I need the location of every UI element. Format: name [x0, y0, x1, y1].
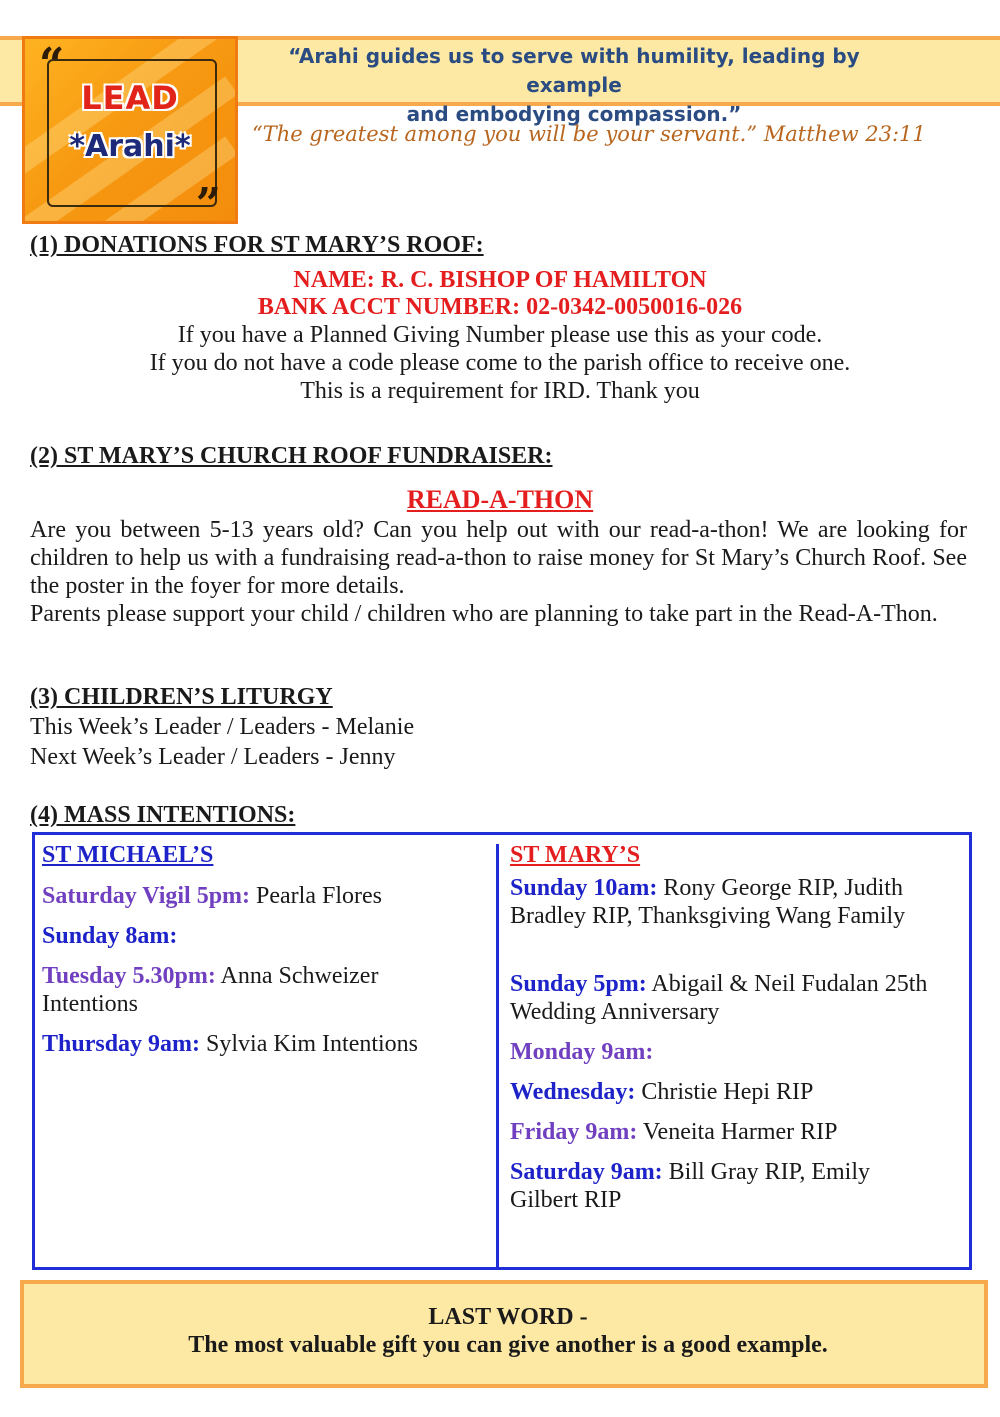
mass-entry-text: Anna Schweizer Intentions — [42, 963, 379, 1017]
donations-account: BANK ACCT NUMBER: 02-0342-0050016-026 — [257, 294, 743, 320]
mass-entry-text: Sylvia Kim Intentions — [200, 1031, 419, 1057]
mass-entry-label: Wednesday: — [510, 1079, 636, 1105]
mass-entry — [510, 970, 930, 1026]
mass-entry-text: Pearla Flores — [250, 883, 382, 909]
mass-entry — [42, 882, 492, 910]
last-word-text: The most valuable gift you can give another is a good example. — [188, 1332, 828, 1358]
mass-entry-label: Thursday 9am: — [42, 1031, 201, 1057]
header-quote-line1: “Arahi guides us to serve with humility, leading by example — [288, 44, 860, 97]
mass-entry-text: Veneita Harmer RIP — [637, 1119, 838, 1145]
liturgy-next-week: Next Week’s Leader / Leaders - Jenny — [30, 744, 396, 770]
logo-word-lead: LEAD — [81, 79, 179, 117]
mass-entry — [510, 1118, 960, 1146]
header-quote-line2: and embodying compassion.” — [406, 102, 742, 126]
mass-entry — [42, 922, 492, 950]
logo-word-arahi: *Arahi* — [69, 129, 191, 164]
mass-entry-text: Christie Hepi RIP — [635, 1079, 814, 1105]
last-word-title: LAST WORD - — [428, 1304, 588, 1330]
mass-entry-label: Monday 9am: — [510, 1039, 654, 1065]
liturgy-heading: (3) CHILDREN’S LITURGY — [30, 684, 333, 710]
mass-entry — [510, 1038, 960, 1066]
mass-heading: (4) MASS INTENTIONS: — [30, 802, 296, 828]
header-quote — [250, 42, 898, 129]
mass-entry-label: Friday 9am: — [510, 1119, 638, 1145]
read-a-thon-title: READ-A-THON — [406, 485, 594, 514]
mass-entry-label: Sunday 10am: — [510, 875, 658, 901]
scripture-quote: “The greatest among you will be your servant.” Matthew 23:11 — [252, 122, 926, 146]
st-michaels-title: ST MICHAEL’S — [42, 842, 214, 868]
donations-name: NAME: R. C. BISHOP OF HAMILTON — [293, 267, 707, 293]
fundraiser-heading: (2) ST MARY’S CHURCH ROOF FUNDRAISER: — [30, 443, 553, 469]
close-quote-icon: ” — [195, 179, 221, 224]
mass-entry-label: Sunday 8am: — [42, 923, 178, 949]
mass-entry-label: Sunday 5pm: — [510, 971, 647, 997]
mass-entry-label: Saturday 9am: — [510, 1159, 663, 1185]
donations-line1: If you have a Planned Giving Number please use this as your code. — [177, 322, 823, 348]
mass-entry-text: Bill Gray RIP, Emily Gilbert RIP — [510, 1159, 871, 1213]
fundraiser-para2: Parents please support your child / children who are planning to take part in the Read-A-Thon. — [30, 601, 938, 627]
fundraiser-para1: Are you between 5-13 years old? Can you help out with our read-a-thon! We are looking for children to help us with a fundraising read-a-thon to raise money for St Mary’s Church Roof. See the poster in the foyer for more details. — [30, 517, 967, 599]
lead-arahi-logo — [22, 36, 238, 224]
last-word-box — [20, 1280, 988, 1388]
mass-entry — [510, 1158, 870, 1214]
donations-heading: (1) DONATIONS FOR ST MARY’S ROOF: — [30, 232, 484, 258]
mass-entry-text: Rony George RIP, Judith Bradley RIP, Thanksgiving Wang Family — [510, 875, 906, 929]
donations-line3: This is a requirement for IRD. Thank you — [300, 378, 700, 404]
mass-entry — [42, 962, 462, 1018]
open-quote-icon: “ — [39, 39, 65, 90]
donations-line2: If you do not have a code please come to the parish office to receive one. — [149, 350, 851, 376]
mass-entry-text: Abigail & Neil Fudalan 25th Wedding Anniversary — [510, 971, 928, 1025]
mass-entry — [510, 874, 910, 930]
st-marys-title: ST MARY’S — [510, 842, 641, 868]
mass-entry-label: Saturday Vigil 5pm: — [42, 883, 251, 909]
mass-entry — [42, 1030, 492, 1058]
mass-entry — [510, 1078, 960, 1106]
liturgy-this-week: This Week’s Leader / Leaders - Melanie — [30, 714, 415, 740]
mass-entry-label: Tuesday 5.30pm: — [42, 963, 216, 989]
mass-column-divider — [496, 844, 499, 1270]
